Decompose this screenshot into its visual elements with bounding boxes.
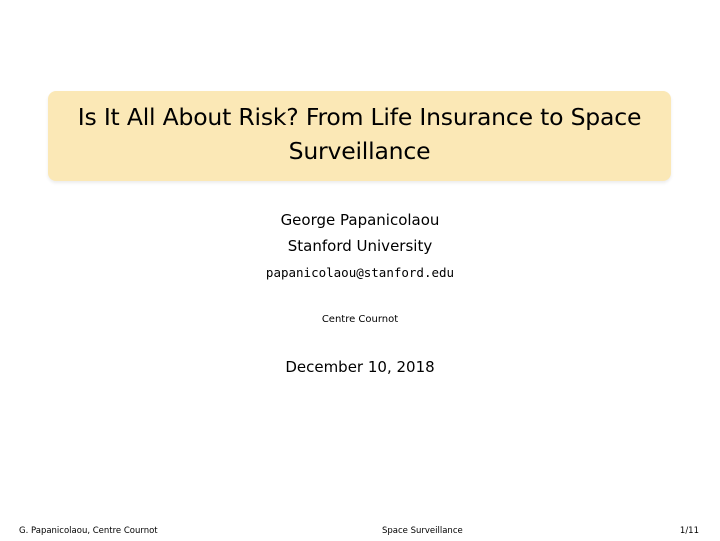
- slide-title: Is It All About Risk? From Life Insurance to Space Surveillance: [77, 103, 642, 165]
- footer-short-title: Space Surveillance: [382, 526, 463, 536]
- venue: Centre Cournot: [321, 314, 399, 325]
- title-box: [48, 91, 671, 181]
- presentation-date: December 10, 2018: [285, 358, 435, 376]
- footer: [0, 522, 720, 541]
- page-number: 1/11: [679, 526, 699, 536]
- footer-author: G. Papanicolaou, Centre Cournot: [19, 526, 158, 536]
- author-name: George Papanicolaou: [280, 211, 440, 229]
- author-institution: Stanford University: [287, 237, 433, 255]
- author-email: papanicolaou@stanford.edu: [265, 265, 455, 280]
